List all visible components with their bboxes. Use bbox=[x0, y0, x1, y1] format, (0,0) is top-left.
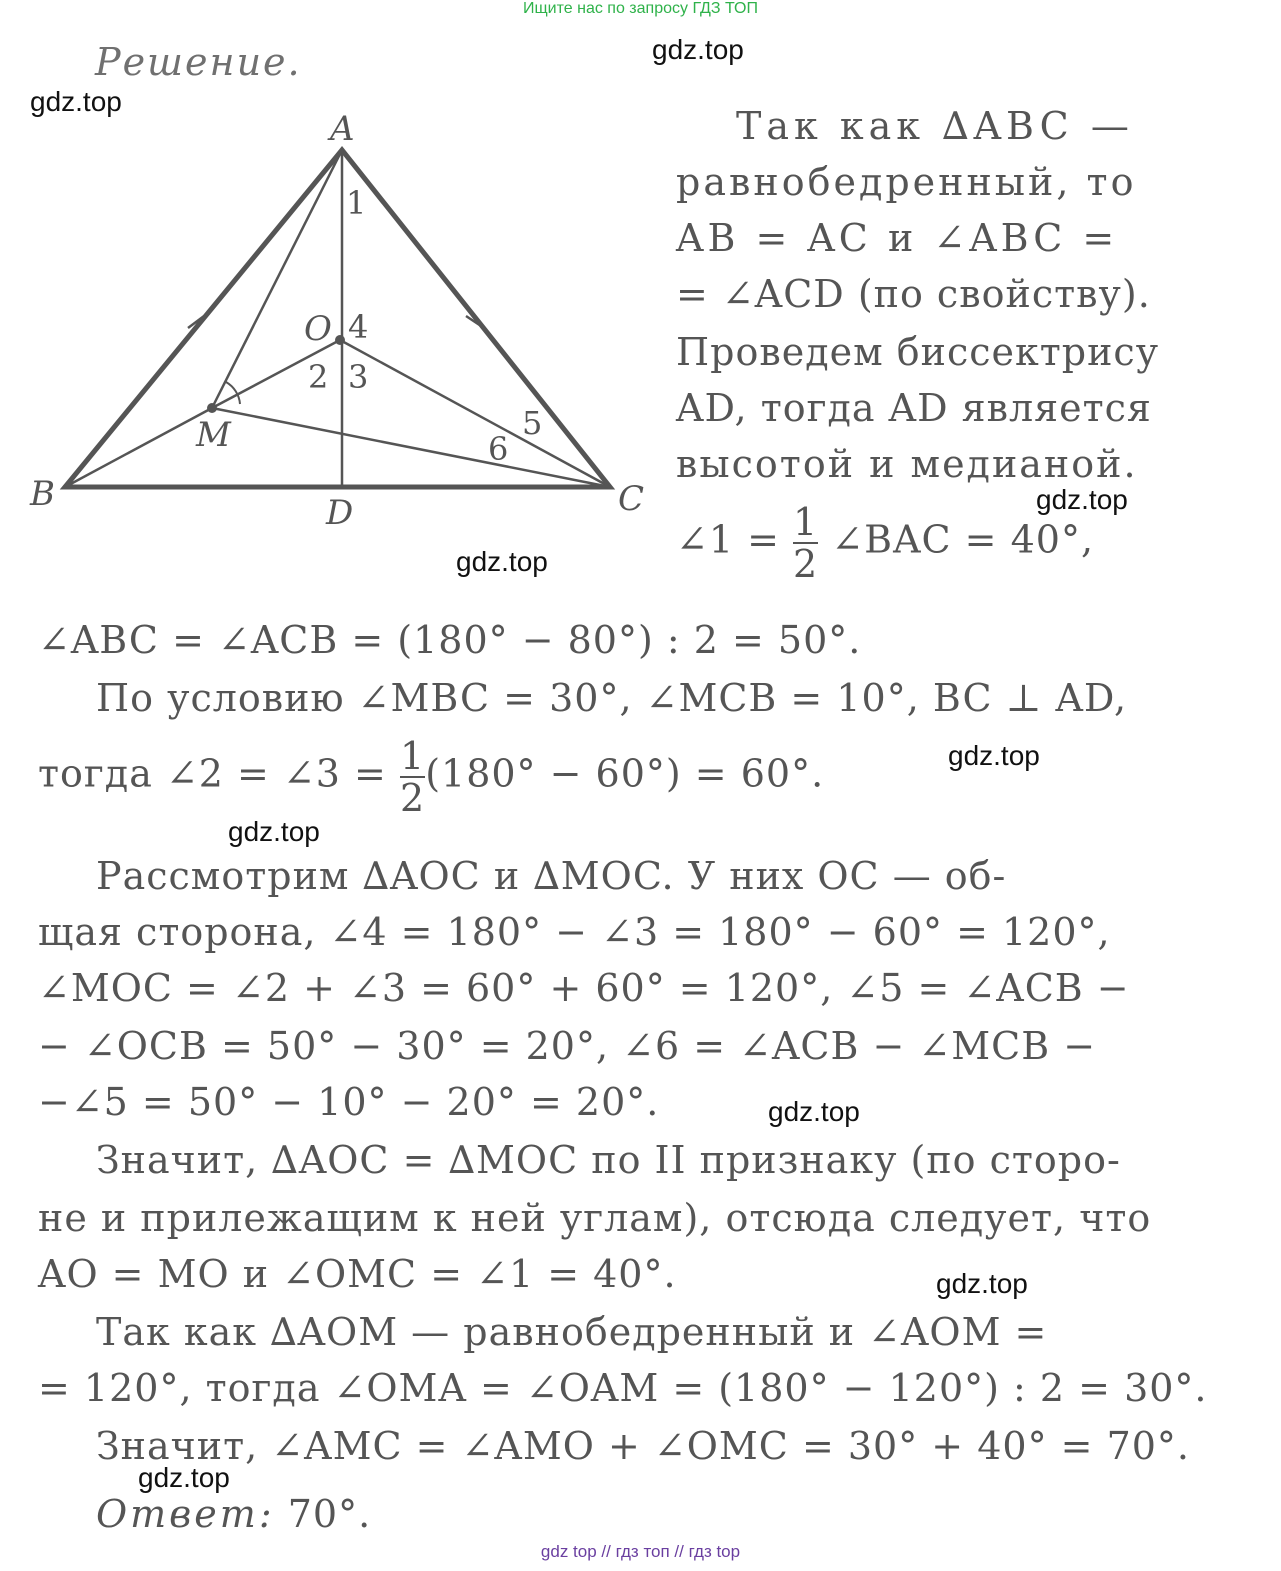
top-banner[interactable]: Ищите нас по запросу ГДЗ ТОП bbox=[523, 0, 758, 17]
triangle-figure bbox=[0, 100, 660, 640]
point-m bbox=[207, 403, 217, 413]
fraction-half-2: $\frac{1}{2}$ bbox=[400, 734, 426, 820]
angle-label-3: 3 bbox=[348, 358, 369, 396]
label-a: A bbox=[330, 109, 355, 149]
segment-bm bbox=[65, 408, 212, 487]
para2-line-5: −∠5 = 50° − 10° − 20° = 20°. bbox=[38, 1080, 660, 1124]
para3-line-1: Значит, ∆AOC = ∆MOC по II признаку (по сторо- bbox=[96, 1138, 1121, 1182]
segment-mc bbox=[212, 408, 610, 487]
angle-label-6: 6 bbox=[488, 430, 509, 468]
para2-line-1: Рассмотрим ∆AOC и ∆MOC. У них OC — об- bbox=[96, 854, 1007, 898]
solution-heading: Решение. bbox=[95, 40, 302, 84]
label-c: C bbox=[618, 479, 645, 519]
point-o bbox=[335, 335, 345, 345]
para3-line-2: не и прилежащим к ней углам), отсюда следует, что bbox=[38, 1196, 1152, 1240]
label-o: O bbox=[304, 309, 332, 349]
para3-line-3: AO = MO и ∠OMC = ∠1 = 40°. bbox=[38, 1252, 677, 1296]
angle-label-5: 5 bbox=[522, 404, 543, 442]
right-line-3: AB = AC и ∠ABC = bbox=[676, 216, 1119, 260]
fraction-half: $\frac{1}{2}$ bbox=[793, 500, 819, 586]
segment-oc bbox=[340, 340, 610, 487]
right-line-4: = ∠ACD (по свойству). bbox=[676, 272, 1151, 316]
right-line-1: Так как ∆ABC — bbox=[736, 104, 1134, 148]
watermark: gdz.top bbox=[30, 86, 122, 117]
final-line: Значит, ∠AMC = ∠AMO + ∠OMC = 30° + 40° = 70°. bbox=[96, 1424, 1191, 1468]
footer-links[interactable]: gdz top // гдз топ // гдз top bbox=[540, 1542, 741, 1561]
label-d: D bbox=[326, 493, 354, 533]
para2-line-2: щая сторона, ∠4 = 180° − ∠3 = 180° − 60° = 120°, bbox=[38, 910, 1111, 954]
angle-label-2: 2 bbox=[308, 358, 329, 396]
watermark: gdz.top bbox=[456, 546, 548, 577]
right-line-2: равнобедренный, то bbox=[676, 160, 1137, 204]
watermark: gdz.top bbox=[948, 740, 1040, 771]
right-line-7: высотой и медианой. bbox=[676, 442, 1138, 486]
para2-line-4: − ∠OCB = 50° − 30° = 20°, ∠6 = ∠ACB − ∠MCB − bbox=[38, 1024, 1097, 1068]
angle-label-4: 4 bbox=[348, 308, 369, 346]
answer-line: Ответ: 70°. bbox=[96, 1492, 372, 1536]
right-line-6: AD, тогда AD является bbox=[676, 386, 1152, 430]
line-abc: ∠ABC = ∠ACB = (180° − 80°) : 2 = 50°. bbox=[38, 618, 862, 662]
watermark: gdz.top bbox=[936, 1268, 1028, 1299]
line-then: тогда ∠2 = ∠3 = $\frac{1}{2}$ (180° − 60°) = 60°. bbox=[38, 734, 825, 820]
label-m: M bbox=[196, 415, 231, 455]
angle1-line: ∠1 = $\frac{1}{2}$ ∠BAC = 40°, bbox=[676, 500, 1095, 586]
para2-line-3: ∠MOC = ∠2 + ∠3 = 60° + 60° = 120°, ∠5 = ∠ACB − bbox=[38, 966, 1130, 1010]
right-line-5: Проведем биссектрису bbox=[676, 330, 1160, 374]
para4-line-2: = 120°, тогда ∠OMA = ∠OAM = (180° − 120°) : 2 = 30°. bbox=[38, 1366, 1208, 1410]
watermark: gdz.top bbox=[652, 34, 744, 65]
watermark: gdz.top bbox=[228, 816, 320, 847]
label-b: B bbox=[30, 474, 55, 514]
line-condition: По условию ∠MBC = 30°, ∠MCB = 10°, BC ⊥ AD, bbox=[96, 676, 1128, 720]
para4-line-1: Так как ∆AOM — равнобедренный и ∠AOM = bbox=[96, 1310, 1048, 1354]
watermark: gdz.top bbox=[1036, 484, 1128, 515]
watermark: gdz.top bbox=[768, 1096, 860, 1127]
watermark: gdz.top bbox=[138, 1462, 230, 1493]
angle-label-1: 1 bbox=[346, 184, 367, 222]
